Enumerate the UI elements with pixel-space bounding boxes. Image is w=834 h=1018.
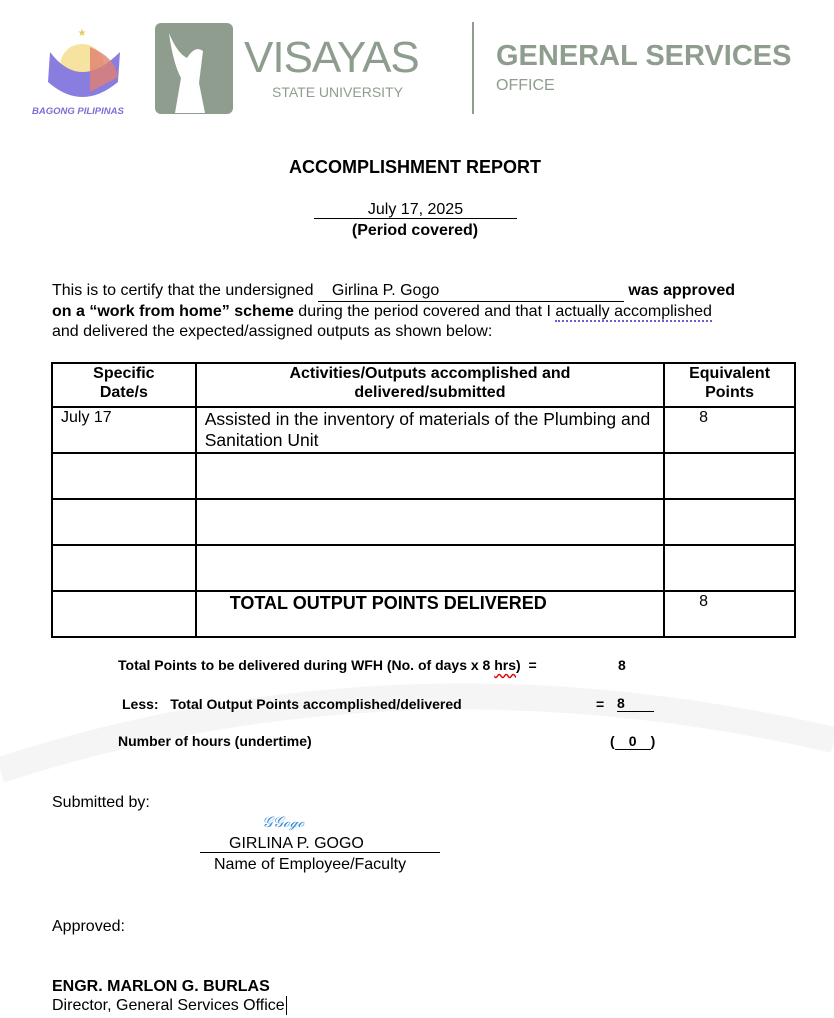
office-subtitle: OFFICE <box>496 77 555 94</box>
office-title: GENERAL SERVICES <box>496 40 792 72</box>
bagong-pilipinas-text: BAGONG PILIPINAS <box>32 106 124 117</box>
header-divider <box>472 22 474 114</box>
cell-date: July 17 <box>52 407 196 453</box>
cell-activity: Assisted in the inventory of materials of the Plumbing and Sanitation Unit <box>196 407 664 453</box>
employee-caption: Name of Employee/Faculty <box>214 856 407 873</box>
summary-equals: ) = <box>516 657 537 673</box>
summary-less-label: Less: Total Output Points accomplished/delivered <box>122 696 462 712</box>
svg-text:★: ★ <box>77 28 87 39</box>
cell-date <box>52 499 196 545</box>
certification-paragraph <box>52 281 735 342</box>
header-activities: Activities/Outputs accomplished and delivered/submitted <box>196 363 664 407</box>
cert-text: was approved <box>628 282 736 299</box>
cert-text: on a “work from home” scheme <box>52 303 294 320</box>
undertime-value: 0 <box>615 734 651 750</box>
approver-title: Director, General Services Office <box>52 997 285 1014</box>
report-title: ACCOMPLISHMENT REPORT <box>289 157 541 177</box>
employee-printed-name: GIRLINA P. GOGO <box>200 835 440 853</box>
vsu-logo-emblem <box>155 23 233 114</box>
cell-activity <box>196 545 664 591</box>
cell-activity <box>196 499 664 545</box>
accomplishment-table <box>51 362 796 638</box>
header-points: Equivalent Points <box>664 363 795 407</box>
approved-label: Approved: <box>52 918 125 935</box>
cert-text: and delivered the expected/assigned outputs as shown below: <box>52 323 493 340</box>
cell-date <box>52 453 196 499</box>
submitted-by-label: Submitted by: <box>52 794 150 811</box>
summary-undertime-label: Number of hours (undertime) <box>118 733 312 749</box>
summary-total-points <box>118 657 537 673</box>
period-label: (Period covered) <box>351 222 479 239</box>
period-date: July 17, 2025 <box>314 201 517 219</box>
employee-signature: 𝒢𝒢ℴℊℴ <box>262 813 305 831</box>
summary-undertime-value: ( 0 ) <box>610 733 656 749</box>
table-row <box>52 545 795 591</box>
vsu-logo-subtext: STATE UNIVERSITY <box>272 84 403 100</box>
vsu-logo-text: VISAYAS <box>244 33 419 82</box>
table-row <box>52 499 795 545</box>
table-row <box>52 407 795 453</box>
approver-name: ENGR. MARLON G. BURLAS <box>52 978 270 995</box>
grammar-flagged-text: actually accomplished <box>555 303 712 320</box>
bagong-pilipinas-logo <box>30 22 135 118</box>
header-date: Specific Date/s <box>52 363 196 407</box>
cell-points <box>664 545 795 591</box>
total-points: 8 <box>664 591 795 637</box>
table-header-row <box>52 363 795 407</box>
table-total-row <box>52 591 795 637</box>
cell-points <box>664 499 795 545</box>
spellcheck-flagged-text: hrs <box>494 657 517 673</box>
cert-text: during the period covered and that I <box>298 303 551 320</box>
cell-date <box>52 545 196 591</box>
cell-points: 8 <box>664 407 795 453</box>
cert-text: This is to certify that the undersigned <box>52 282 314 299</box>
cell-activity <box>196 453 664 499</box>
summary-less-value: 8 <box>617 696 654 712</box>
total-label: TOTAL OUTPUT POINTS DELIVERED <box>196 591 664 637</box>
cell-empty <box>52 591 196 637</box>
summary-label: Total Points to be delivered during WFH (No. of days x 8 <box>118 657 491 673</box>
summary-total-points-value: 8 <box>618 657 626 673</box>
cell-points <box>664 453 795 499</box>
table-row <box>52 453 795 499</box>
summary-less-equals: = <box>596 696 605 712</box>
employee-name-field: Girlina P. Gogo <box>318 281 624 302</box>
